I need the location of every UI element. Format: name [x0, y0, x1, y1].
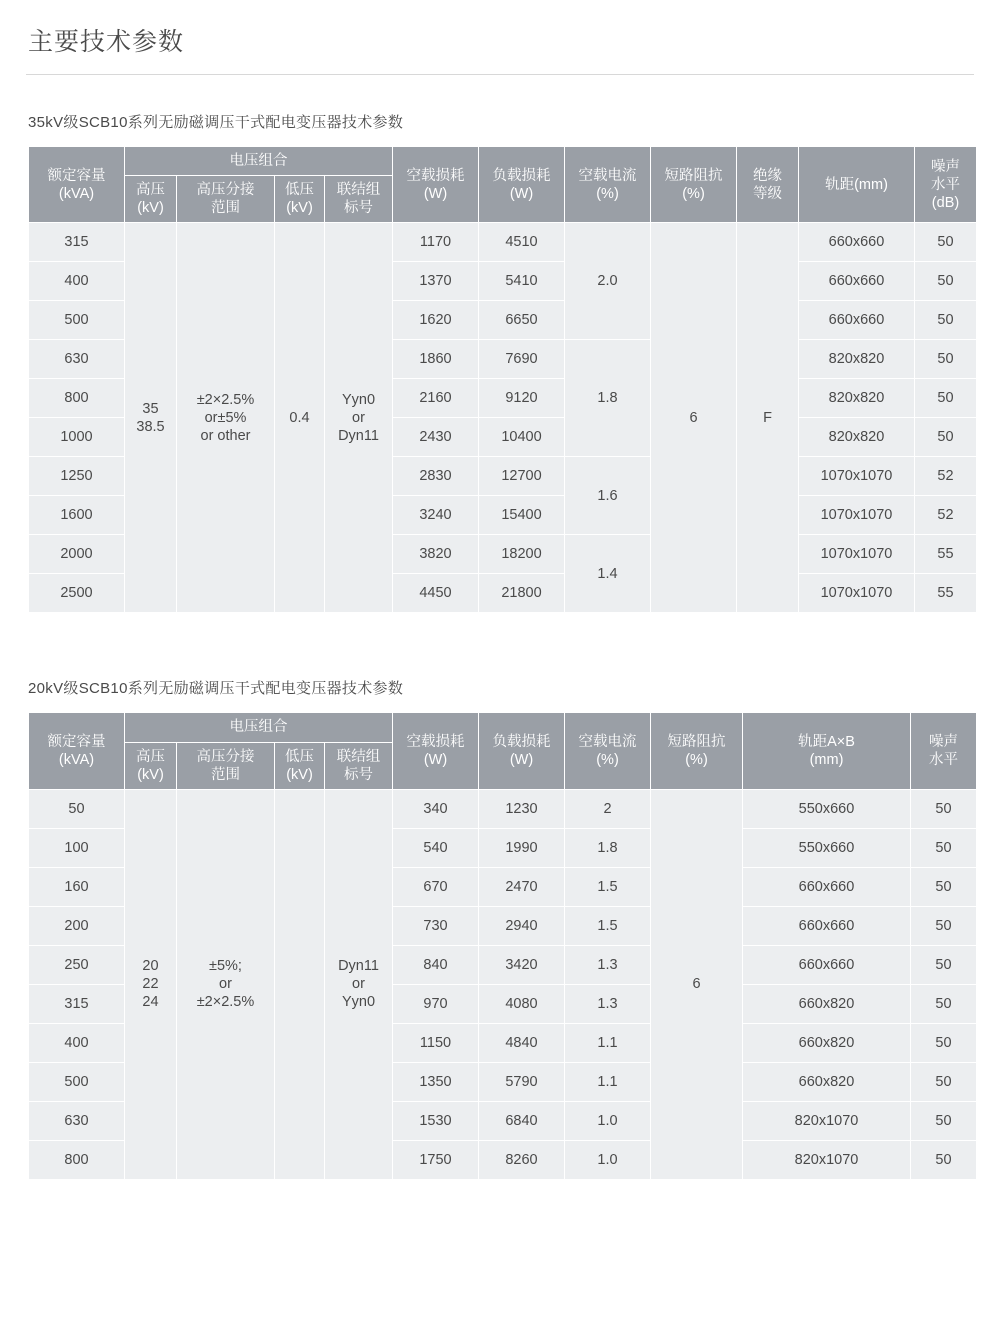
cell-track-gauge: 820x820	[799, 379, 915, 418]
header-vector-group: 联结组 标号	[325, 742, 393, 789]
cell-track-gauge: 660x820	[743, 984, 911, 1023]
cell-lv-merged	[275, 789, 325, 1179]
header-insulation-class: 绝缘 等级	[737, 147, 799, 223]
cell-no-load-loss: 730	[393, 906, 479, 945]
cell-capacity: 100	[29, 828, 125, 867]
cell-no-load-loss: 670	[393, 867, 479, 906]
cell-load-loss: 8260	[479, 1140, 565, 1179]
cell-track-gauge: 660x660	[799, 262, 915, 301]
cell-no-load-loss: 3820	[393, 535, 479, 574]
cell-no-load-loss: 1860	[393, 340, 479, 379]
cell-load-loss: 2940	[479, 906, 565, 945]
cell-capacity: 500	[29, 1062, 125, 1101]
cell-noise: 52	[915, 496, 977, 535]
cell-no-load-loss: 840	[393, 945, 479, 984]
cell-capacity: 2000	[29, 535, 125, 574]
cell-noise: 50	[911, 1062, 977, 1101]
cell-no-load-current: 2	[565, 789, 651, 828]
cell-load-loss: 6840	[479, 1101, 565, 1140]
cell-load-loss: 4080	[479, 984, 565, 1023]
header-row-top	[29, 147, 977, 176]
cell-no-load-loss: 1370	[393, 262, 479, 301]
cell-capacity: 1600	[29, 496, 125, 535]
header-row-top	[29, 713, 977, 742]
cell-noise: 55	[915, 574, 977, 613]
cell-capacity: 200	[29, 906, 125, 945]
cell-noise: 50	[915, 340, 977, 379]
section-caption-20kv: 20kV级SCB10系列无励磁调压干式配电变压器技术参数	[28, 680, 404, 698]
cell-capacity: 1250	[29, 457, 125, 496]
cell-no-load-loss: 3240	[393, 496, 479, 535]
title-divider	[26, 74, 974, 75]
cell-no-load-loss: 2430	[393, 418, 479, 457]
cell-no-load-loss: 1530	[393, 1101, 479, 1140]
cell-no-load-loss: 340	[393, 789, 479, 828]
cell-load-loss: 12700	[479, 457, 565, 496]
cell-capacity: 400	[29, 1023, 125, 1062]
cell-track-gauge: 550x660	[743, 789, 911, 828]
cell-track-gauge: 660x660	[799, 223, 915, 262]
cell-no-load-loss: 540	[393, 828, 479, 867]
cell-no-load-current: 1.3	[565, 945, 651, 984]
cell-no-load-current-group: 1.6	[565, 457, 651, 535]
cell-noise: 50	[915, 379, 977, 418]
cell-load-loss: 10400	[479, 418, 565, 457]
header-load-loss: 负载损耗 (W)	[479, 147, 565, 223]
cell-no-load-current: 1.1	[565, 1062, 651, 1101]
cell-hv-tap-merged: ±5%; or ±2×2.5%	[177, 789, 275, 1179]
cell-noise: 50	[915, 262, 977, 301]
cell-capacity: 400	[29, 262, 125, 301]
table-row	[29, 789, 977, 828]
cell-load-loss: 15400	[479, 496, 565, 535]
cell-noise: 50	[911, 1140, 977, 1179]
cell-no-load-current: 1.1	[565, 1023, 651, 1062]
cell-track-gauge: 820x1070	[743, 1101, 911, 1140]
table-body-35kv	[29, 223, 977, 613]
cell-track-gauge: 660x820	[743, 1023, 911, 1062]
cell-load-loss: 7690	[479, 340, 565, 379]
cell-track-gauge: 660x660	[743, 945, 911, 984]
cell-noise: 55	[915, 535, 977, 574]
page-title: 主要技术参数	[28, 28, 185, 56]
cell-no-load-loss: 1750	[393, 1140, 479, 1179]
cell-insulation-merged: F	[737, 223, 799, 613]
cell-no-load-loss: 2830	[393, 457, 479, 496]
cell-no-load-current: 1.8	[565, 828, 651, 867]
cell-no-load-current: 1.0	[565, 1140, 651, 1179]
cell-noise: 50	[911, 867, 977, 906]
header-no-load-current: 空载电流 (%)	[565, 713, 651, 789]
table-header-20kv	[29, 713, 977, 789]
cell-load-loss: 4840	[479, 1023, 565, 1062]
cell-load-loss: 5790	[479, 1062, 565, 1101]
cell-no-load-current-group: 2.0	[565, 223, 651, 340]
header-vector-group: 联结组 标号	[325, 176, 393, 223]
header-lv: 低压 (kV)	[275, 742, 325, 789]
cell-hv-merged: 20 22 24	[125, 789, 177, 1179]
cell-no-load-current: 1.5	[565, 867, 651, 906]
cell-load-loss: 3420	[479, 945, 565, 984]
spec-table-35kv	[28, 146, 977, 613]
cell-capacity: 250	[29, 945, 125, 984]
spec-table-20kv	[28, 712, 977, 1179]
header-noise-level: 噪声 水平	[911, 713, 977, 789]
header-hv-tap-range: 高压分接 范围	[177, 742, 275, 789]
header-short-circuit-impedance: 短路阻抗 (%)	[651, 713, 743, 789]
cell-no-load-loss: 1170	[393, 223, 479, 262]
cell-load-loss: 5410	[479, 262, 565, 301]
header-short-circuit-impedance: 短路阻抗 (%)	[651, 147, 737, 223]
cell-hv-merged: 35 38.5	[125, 223, 177, 613]
cell-noise: 52	[915, 457, 977, 496]
cell-lv-merged: 0.4	[275, 223, 325, 613]
cell-track-gauge: 1070x1070	[799, 496, 915, 535]
header-no-load-current: 空载电流 (%)	[565, 147, 651, 223]
cell-track-gauge: 660x660	[743, 867, 911, 906]
cell-track-gauge: 1070x1070	[799, 535, 915, 574]
header-voltage-combination: 电压组合	[125, 147, 393, 176]
cell-capacity: 800	[29, 379, 125, 418]
header-hv: 高压 (kV)	[125, 742, 177, 789]
cell-impedance-merged: 6	[651, 223, 737, 613]
cell-vector-group-merged: Yyn0 or Dyn11	[325, 223, 393, 613]
header-track-gauge: 轨距(mm)	[799, 147, 915, 223]
cell-capacity: 1000	[29, 418, 125, 457]
cell-load-loss: 2470	[479, 867, 565, 906]
table-body-20kv	[29, 789, 977, 1179]
cell-vector-group-merged: Dyn11 or Yyn0	[325, 789, 393, 1179]
cell-noise: 50	[911, 828, 977, 867]
cell-no-load-loss: 2160	[393, 379, 479, 418]
cell-load-loss: 21800	[479, 574, 565, 613]
cell-track-gauge: 660x660	[799, 301, 915, 340]
cell-no-load-current: 1.3	[565, 984, 651, 1023]
cell-noise: 50	[915, 418, 977, 457]
cell-no-load-current: 1.0	[565, 1101, 651, 1140]
cell-no-load-loss: 4450	[393, 574, 479, 613]
table-row	[29, 223, 977, 262]
cell-noise: 50	[911, 984, 977, 1023]
cell-load-loss: 4510	[479, 223, 565, 262]
cell-capacity: 630	[29, 1101, 125, 1140]
cell-track-gauge: 660x660	[743, 906, 911, 945]
cell-impedance-merged: 6	[651, 789, 743, 1179]
cell-track-gauge: 1070x1070	[799, 574, 915, 613]
table-header-35kv	[29, 147, 977, 223]
cell-no-load-current-group: 1.4	[565, 535, 651, 613]
cell-no-load-current: 1.5	[565, 906, 651, 945]
cell-no-load-loss: 1350	[393, 1062, 479, 1101]
cell-noise: 50	[911, 789, 977, 828]
cell-capacity: 315	[29, 984, 125, 1023]
cell-track-gauge: 660x820	[743, 1062, 911, 1101]
header-rated-capacity: 额定容量 (kVA)	[29, 147, 125, 223]
header-track-gauge: 轨距A×B (mm)	[743, 713, 911, 789]
cell-track-gauge: 820x1070	[743, 1140, 911, 1179]
cell-no-load-loss: 1620	[393, 301, 479, 340]
header-noise-level: 噪声 水平 (dB)	[915, 147, 977, 223]
cell-load-loss: 18200	[479, 535, 565, 574]
header-load-loss: 负载损耗 (W)	[479, 713, 565, 789]
header-hv-tap-range: 高压分接 范围	[177, 176, 275, 223]
cell-noise: 50	[911, 1023, 977, 1062]
section-caption-35kv: 35kV级SCB10系列无励磁调压干式配电变压器技术参数	[28, 114, 404, 131]
cell-noise: 50	[915, 223, 977, 262]
cell-noise: 50	[915, 301, 977, 340]
cell-capacity: 50	[29, 789, 125, 828]
cell-load-loss: 6650	[479, 301, 565, 340]
cell-capacity: 2500	[29, 574, 125, 613]
cell-capacity: 160	[29, 867, 125, 906]
cell-capacity: 630	[29, 340, 125, 379]
cell-capacity: 800	[29, 1140, 125, 1179]
cell-track-gauge: 820x820	[799, 418, 915, 457]
cell-hv-tap-merged: ±2×2.5% or±5% or other	[177, 223, 275, 613]
cell-capacity: 500	[29, 301, 125, 340]
cell-noise: 50	[911, 906, 977, 945]
cell-noise: 50	[911, 945, 977, 984]
header-lv: 低压 (kV)	[275, 176, 325, 223]
cell-no-load-loss: 1150	[393, 1023, 479, 1062]
header-no-load-loss: 空载损耗 (W)	[393, 713, 479, 789]
cell-track-gauge: 550x660	[743, 828, 911, 867]
header-rated-capacity: 额定容量 (kVA)	[29, 713, 125, 789]
cell-noise: 50	[911, 1101, 977, 1140]
section-spacer	[26, 613, 974, 677]
cell-load-loss: 1230	[479, 789, 565, 828]
cell-no-load-loss: 970	[393, 984, 479, 1023]
cell-track-gauge: 820x820	[799, 340, 915, 379]
cell-track-gauge: 1070x1070	[799, 457, 915, 496]
cell-no-load-current-group: 1.8	[565, 340, 651, 457]
cell-load-loss: 9120	[479, 379, 565, 418]
header-no-load-loss: 空载损耗 (W)	[393, 147, 479, 223]
header-voltage-combination: 电压组合	[125, 713, 393, 742]
cell-load-loss: 1990	[479, 828, 565, 867]
cell-capacity: 315	[29, 223, 125, 262]
header-hv: 高压 (kV)	[125, 176, 177, 223]
